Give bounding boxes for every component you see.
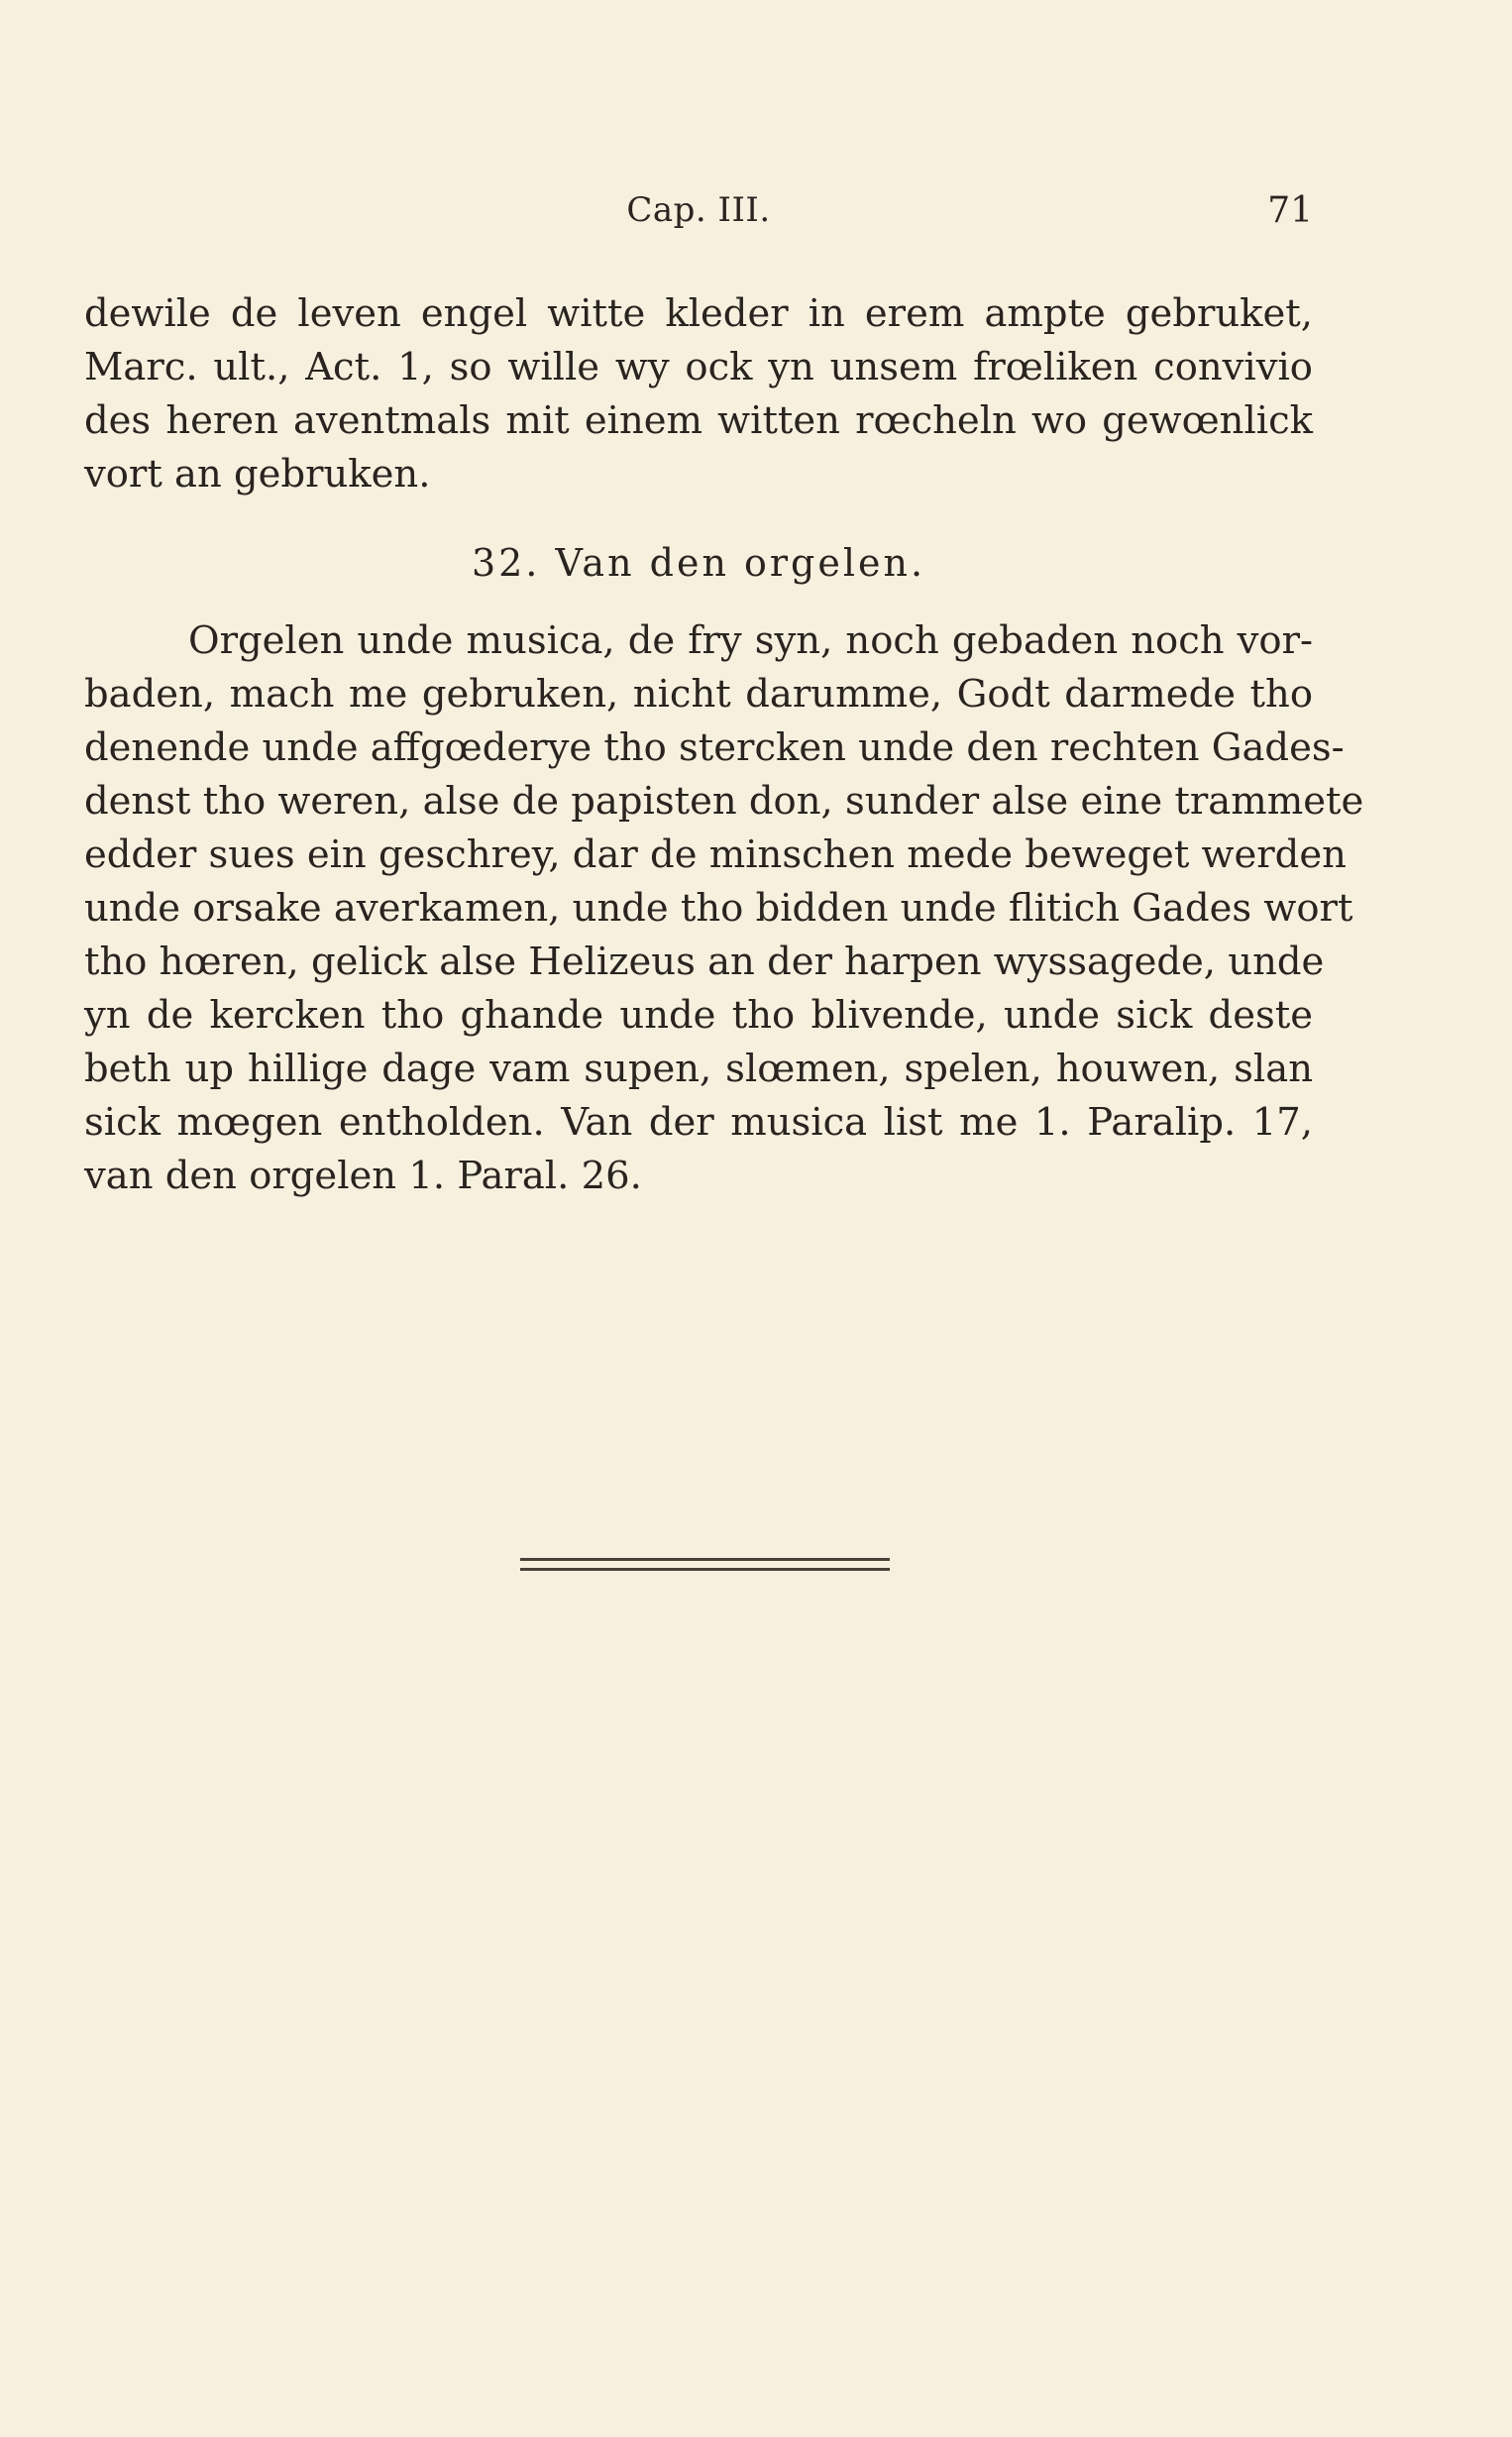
end-rule-bottom <box>520 1568 890 1571</box>
text-line: dewile de leven engel witte kleder in erem ampte gebruket, <box>84 291 1313 336</box>
text-line: Marc. ult., Act. 1, so wille wy ock yn unsem frœliken convivio <box>84 345 1313 389</box>
text-line: denst tho weren, alse de papisten don, sunder alse eine trammete <box>84 779 1364 824</box>
text-line: edder sues ein geschrey, dar de minschen mede beweget werden <box>84 832 1347 877</box>
running-head <box>84 190 1313 242</box>
text-line: tho hœren, gelick alse Helizeus an der harpen wyssagede, unde <box>84 940 1325 984</box>
text-line: beth up hillige dage vam supen, slœmen, spelen, houwen, slan <box>84 1047 1313 1091</box>
text-line: des heren aventmals mit einem witten rœcheln wo gewœnlick <box>84 398 1313 443</box>
paragraph-orgelen <box>84 614 1364 1203</box>
text-line: baden, mach me gebruken, nicht darumme, Godt darmede tho <box>84 672 1313 717</box>
running-title: Cap. III. <box>626 190 771 230</box>
section-heading: 32. Van den orgelen. <box>471 541 926 585</box>
text-line: unde orsake averkamen, unde tho bidden unde flitich Gades wort <box>84 886 1353 931</box>
end-rule-top <box>520 1558 890 1561</box>
text-line: yn de kercken tho ghande unde tho blivende, unde sick deste <box>84 993 1313 1038</box>
text-line: vort an gebruken. <box>84 452 431 497</box>
paragraph-continuation <box>84 287 1313 501</box>
text-line: Orgelen unde musica, de fry syn, noch gebaden noch vor- <box>188 618 1313 663</box>
page-number: 71 <box>1267 190 1313 231</box>
text-line: denende unde affgœderye tho stercken unde den rechten Gades- <box>84 725 1345 770</box>
text-line: van den orgelen 1. Paral. 26. <box>84 1154 642 1198</box>
text-line: sick mœgen entholden. Van der musica list me 1. Paralip. 17, <box>84 1100 1313 1145</box>
